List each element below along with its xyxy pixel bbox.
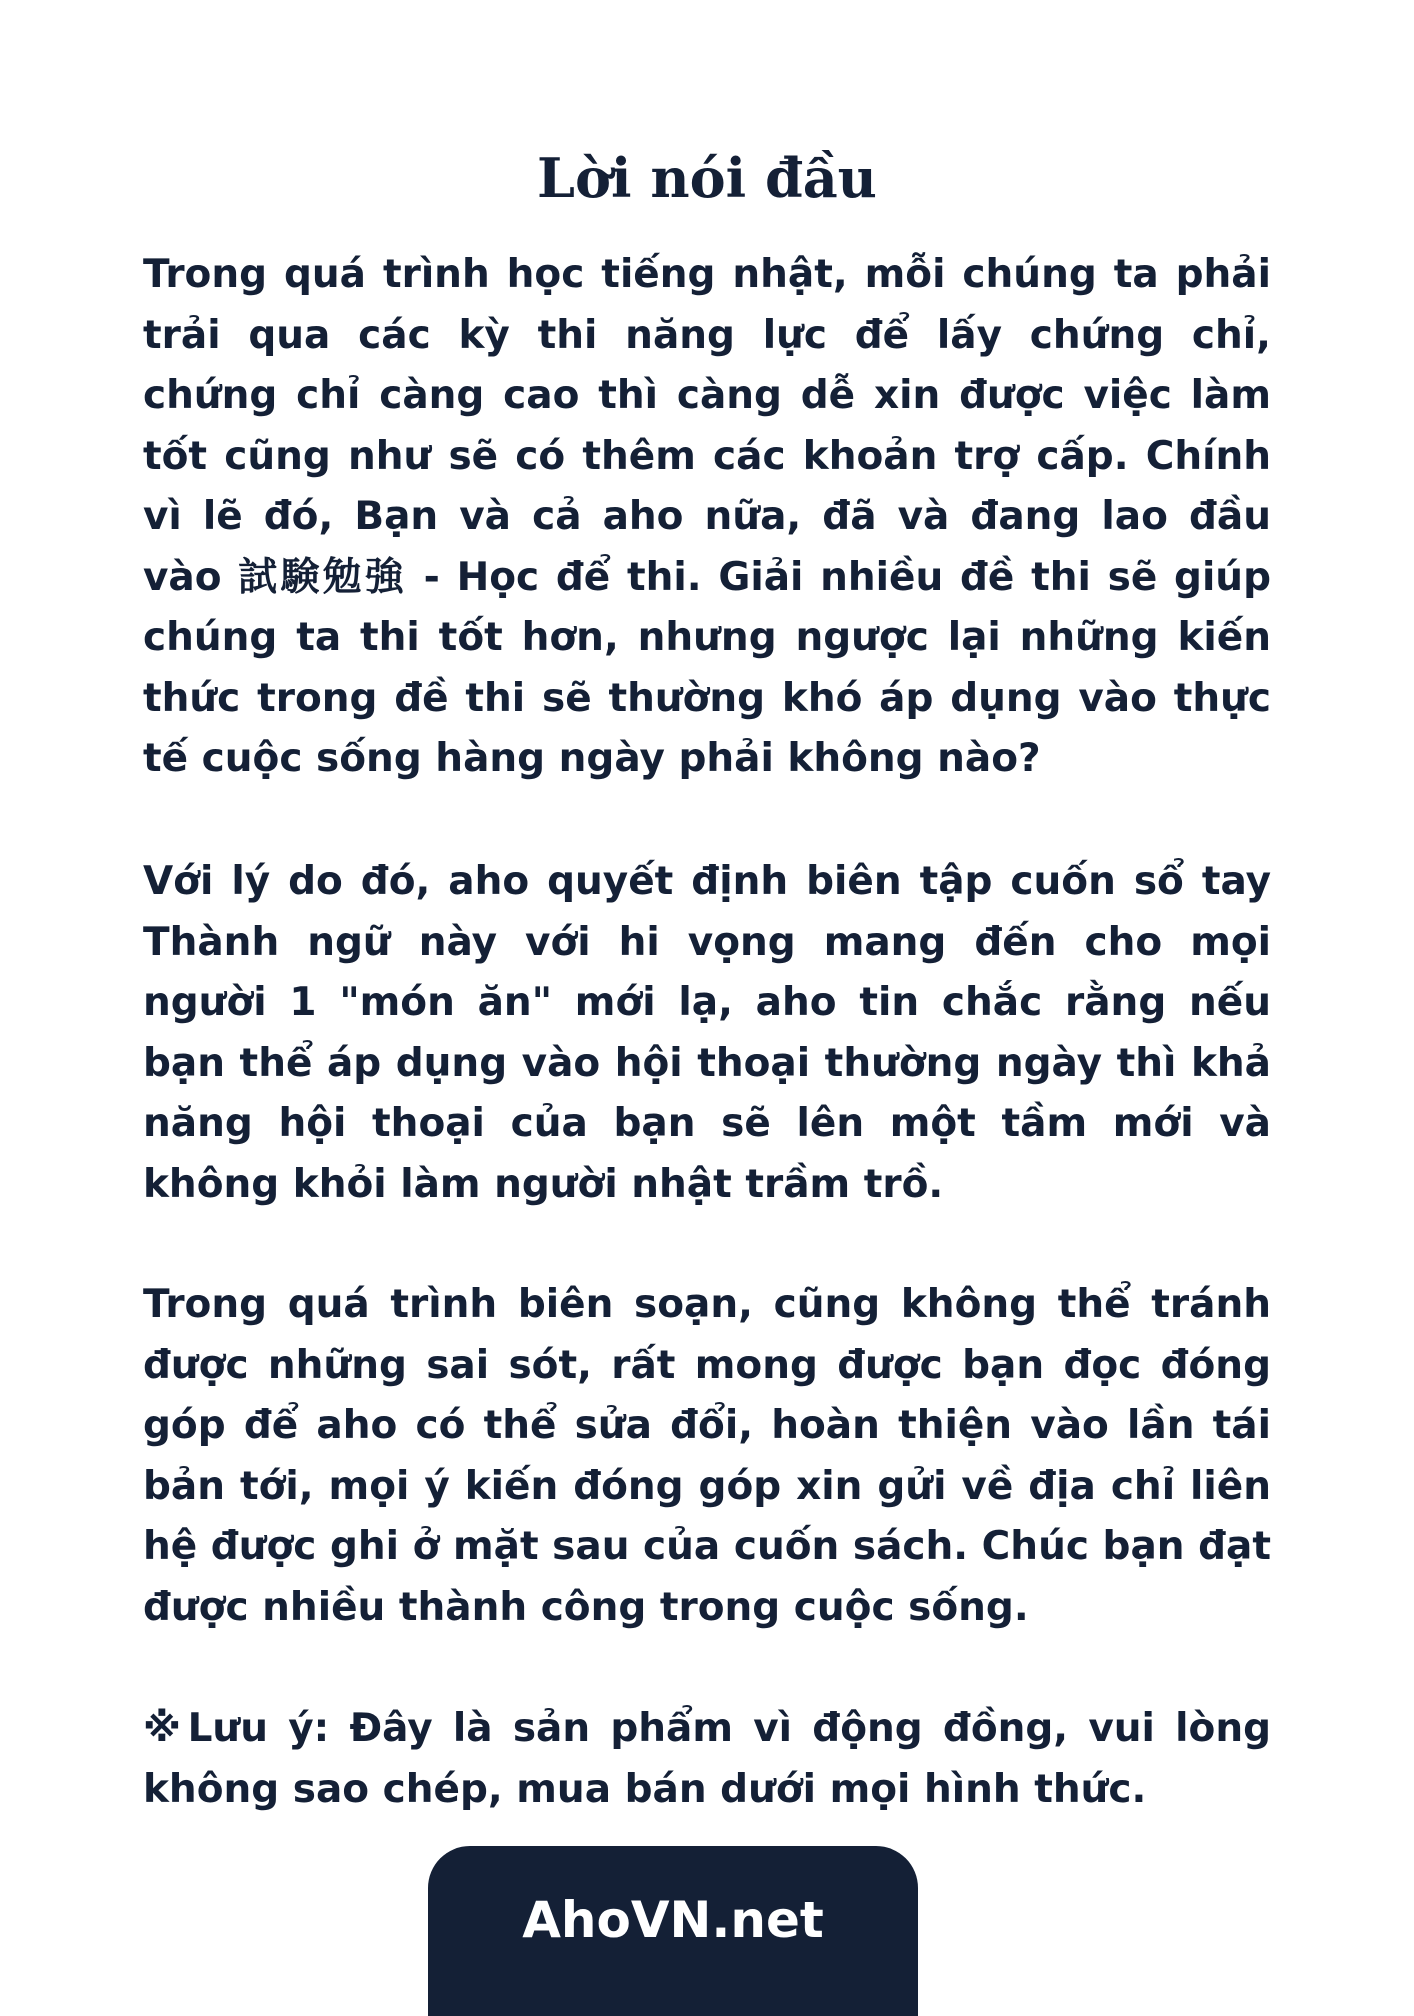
page-title: Lời nói đầu [537,146,877,210]
footer-site-label: AhoVN.net [522,1891,824,1949]
intro-paragraph-3: Trong quá trình biên soạn, cũng không thể tránh được những sai sót, rất mong được bạn đọc đóng góp để aho có thể sửa đổi, hoàn thiện vào lần tái bản tới, mọi ý kiến đóng góp xin gửi về địa chỉ liên hệ được ghi ở mặt sau của cuốn sách. Chúc bạn đạt được nhiều thành công trong cuộc sống. [143,1282,1271,1630]
intro-paragraph-2: Với lý do đó, aho quyết định biên tập cuốn sổ tay Thành ngữ này với hi vọng mang đến cho mọi người 1 "món ăn" mới lạ, aho tin chắc rằng nếu bạn thể áp dụng vào hội thoại thường ngày thì khả năng hội thoại của bạn sẽ lên một tầm mới và không khỏi làm người nhật trầm trồ. [143,859,1271,1207]
footer-badge [428,1846,918,2016]
copyright-note: ※Lưu ý: Đây là sản phẩm vì động đồng, vui lòng không sao chép, mua bán dưới mọi hình thức. [143,1706,1271,1812]
intro-paragraph-1: Trong quá trình học tiếng nhật, mỗi chúng ta phải trải qua các kỳ thi năng lực để lấy chứng chỉ, chứng chỉ càng cao thì càng dễ xin được việc làm tốt cũng như sẽ có thêm các khoản trợ cấp. Chính vì lẽ đó, Bạn và cả aho nữa, đã và đang lao đầu vào 試験勉強 - Học để thi. Giải nhiều đề thi sẽ giúp chúng ta thi tốt hơn, nhưng ngược lại những kiến thức trong đề thi sẽ thường khó áp dụng vào thực tế cuộc sống hàng ngày phải không nào? [143,252,1271,781]
